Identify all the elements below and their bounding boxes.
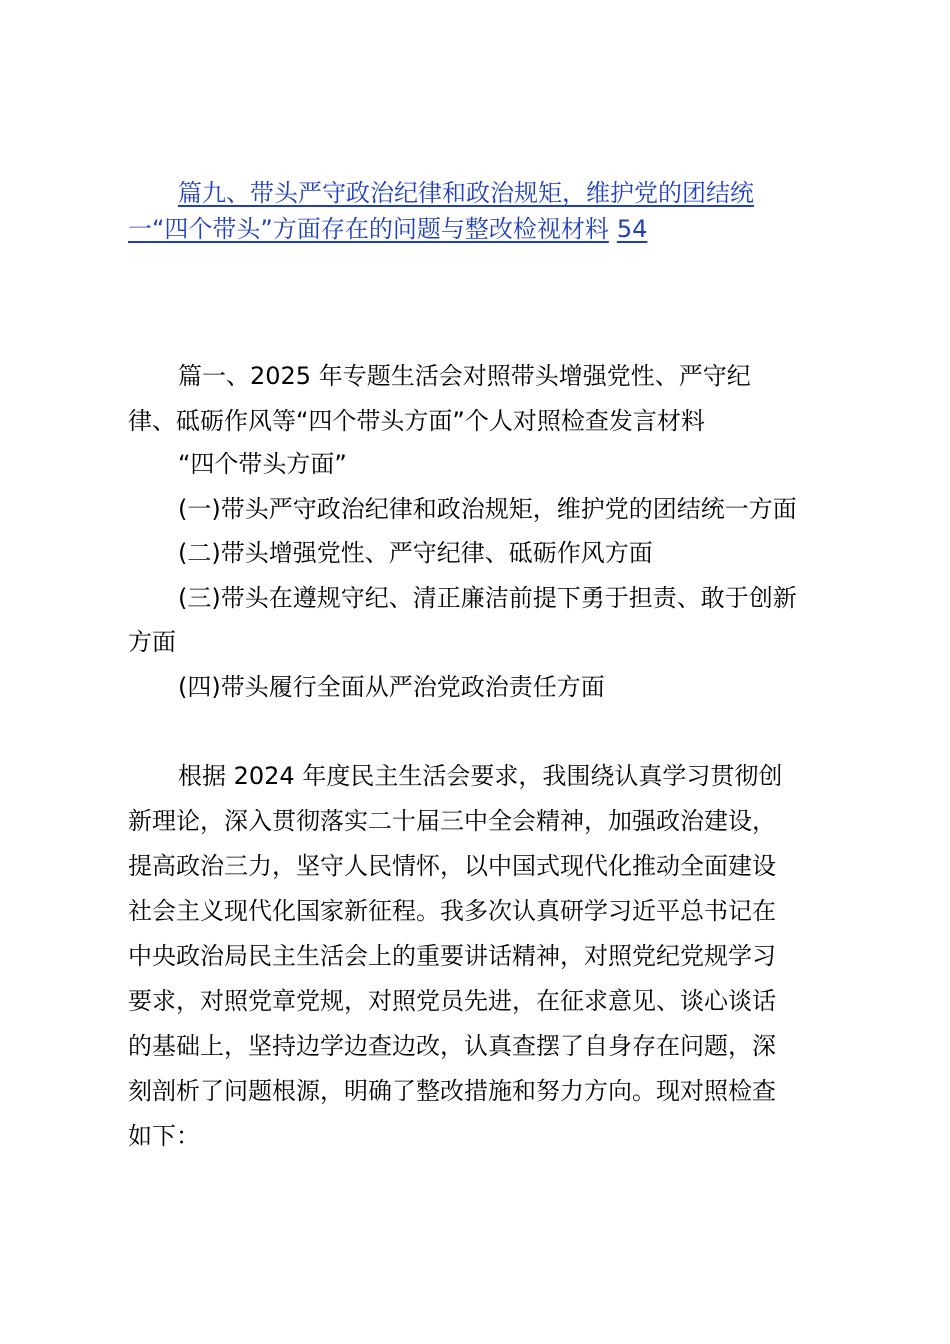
- toc-entry-line: [128, 211, 828, 247]
- list-item: (四)带头履行全面从严治党政治责任方面: [178, 672, 605, 701]
- section-title-line: 律、砥砺作风等“四个带头方面”个人对照检查发言材料: [128, 406, 705, 435]
- toc-link[interactable]: 篇九、带头严守政治纪律和政治规矩，维护党的团结统: [178, 179, 754, 207]
- paragraph-line: 根据 2024 年度民主生活会要求，我围绕认真学习贯彻创: [178, 762, 783, 790]
- paragraph-line: 新理论，深入贯彻落实二十届三中全会精神，加强政治建设，: [128, 807, 776, 835]
- paragraph-line: 要求，对照党章党规，对照党员先进，在征求意见、谈心谈话: [128, 987, 776, 1015]
- list-item: (三)带头在遵规守纪、清正廉洁前提下勇于担责、敢于创新: [178, 583, 797, 612]
- list-item: (一)带头严守政治纪律和政治规矩，维护党的团结统一方面: [178, 494, 797, 523]
- list-item-continuation: 方面: [128, 628, 176, 656]
- paragraph-line: 社会主义现代化国家新征程。我多次认真研学习近平总书记在: [128, 897, 776, 925]
- paragraph-line: 的基础上，坚持边学边查边改，认真查摆了自身存在问题，深: [128, 1032, 776, 1060]
- four-leads-list: [128, 442, 828, 709]
- list-heading: “四个带头方面”: [178, 450, 347, 478]
- toc-page-number[interactable]: 54: [616, 215, 648, 243]
- paragraph-line: 中央政治局民主生活会上的重要讲话精神，对照党纪党规学习: [128, 942, 776, 970]
- toc-entry-line: [128, 175, 828, 211]
- paragraph-line: 刻剖析了问题根源，明确了整改措施和努力方向。现对照检查: [128, 1077, 776, 1105]
- section-title: [128, 354, 828, 443]
- body-paragraph: [128, 754, 828, 1159]
- toc-entry[interactable]: [128, 175, 828, 247]
- toc-link[interactable]: 一“四个带头”方面存在的问题与整改检视材料: [128, 215, 609, 243]
- list-item: (二)带头增强党性、严守纪律、砥砺作风方面: [178, 539, 653, 567]
- paragraph-line: 如下：: [128, 1122, 200, 1150]
- section-title-line: 篇一、2025 年专题生活会对照带头增强党性、严守纪: [178, 362, 751, 390]
- paragraph-line: 提高政治三力，坚守人民情怀，以中国式现代化推动全面建设: [128, 852, 776, 880]
